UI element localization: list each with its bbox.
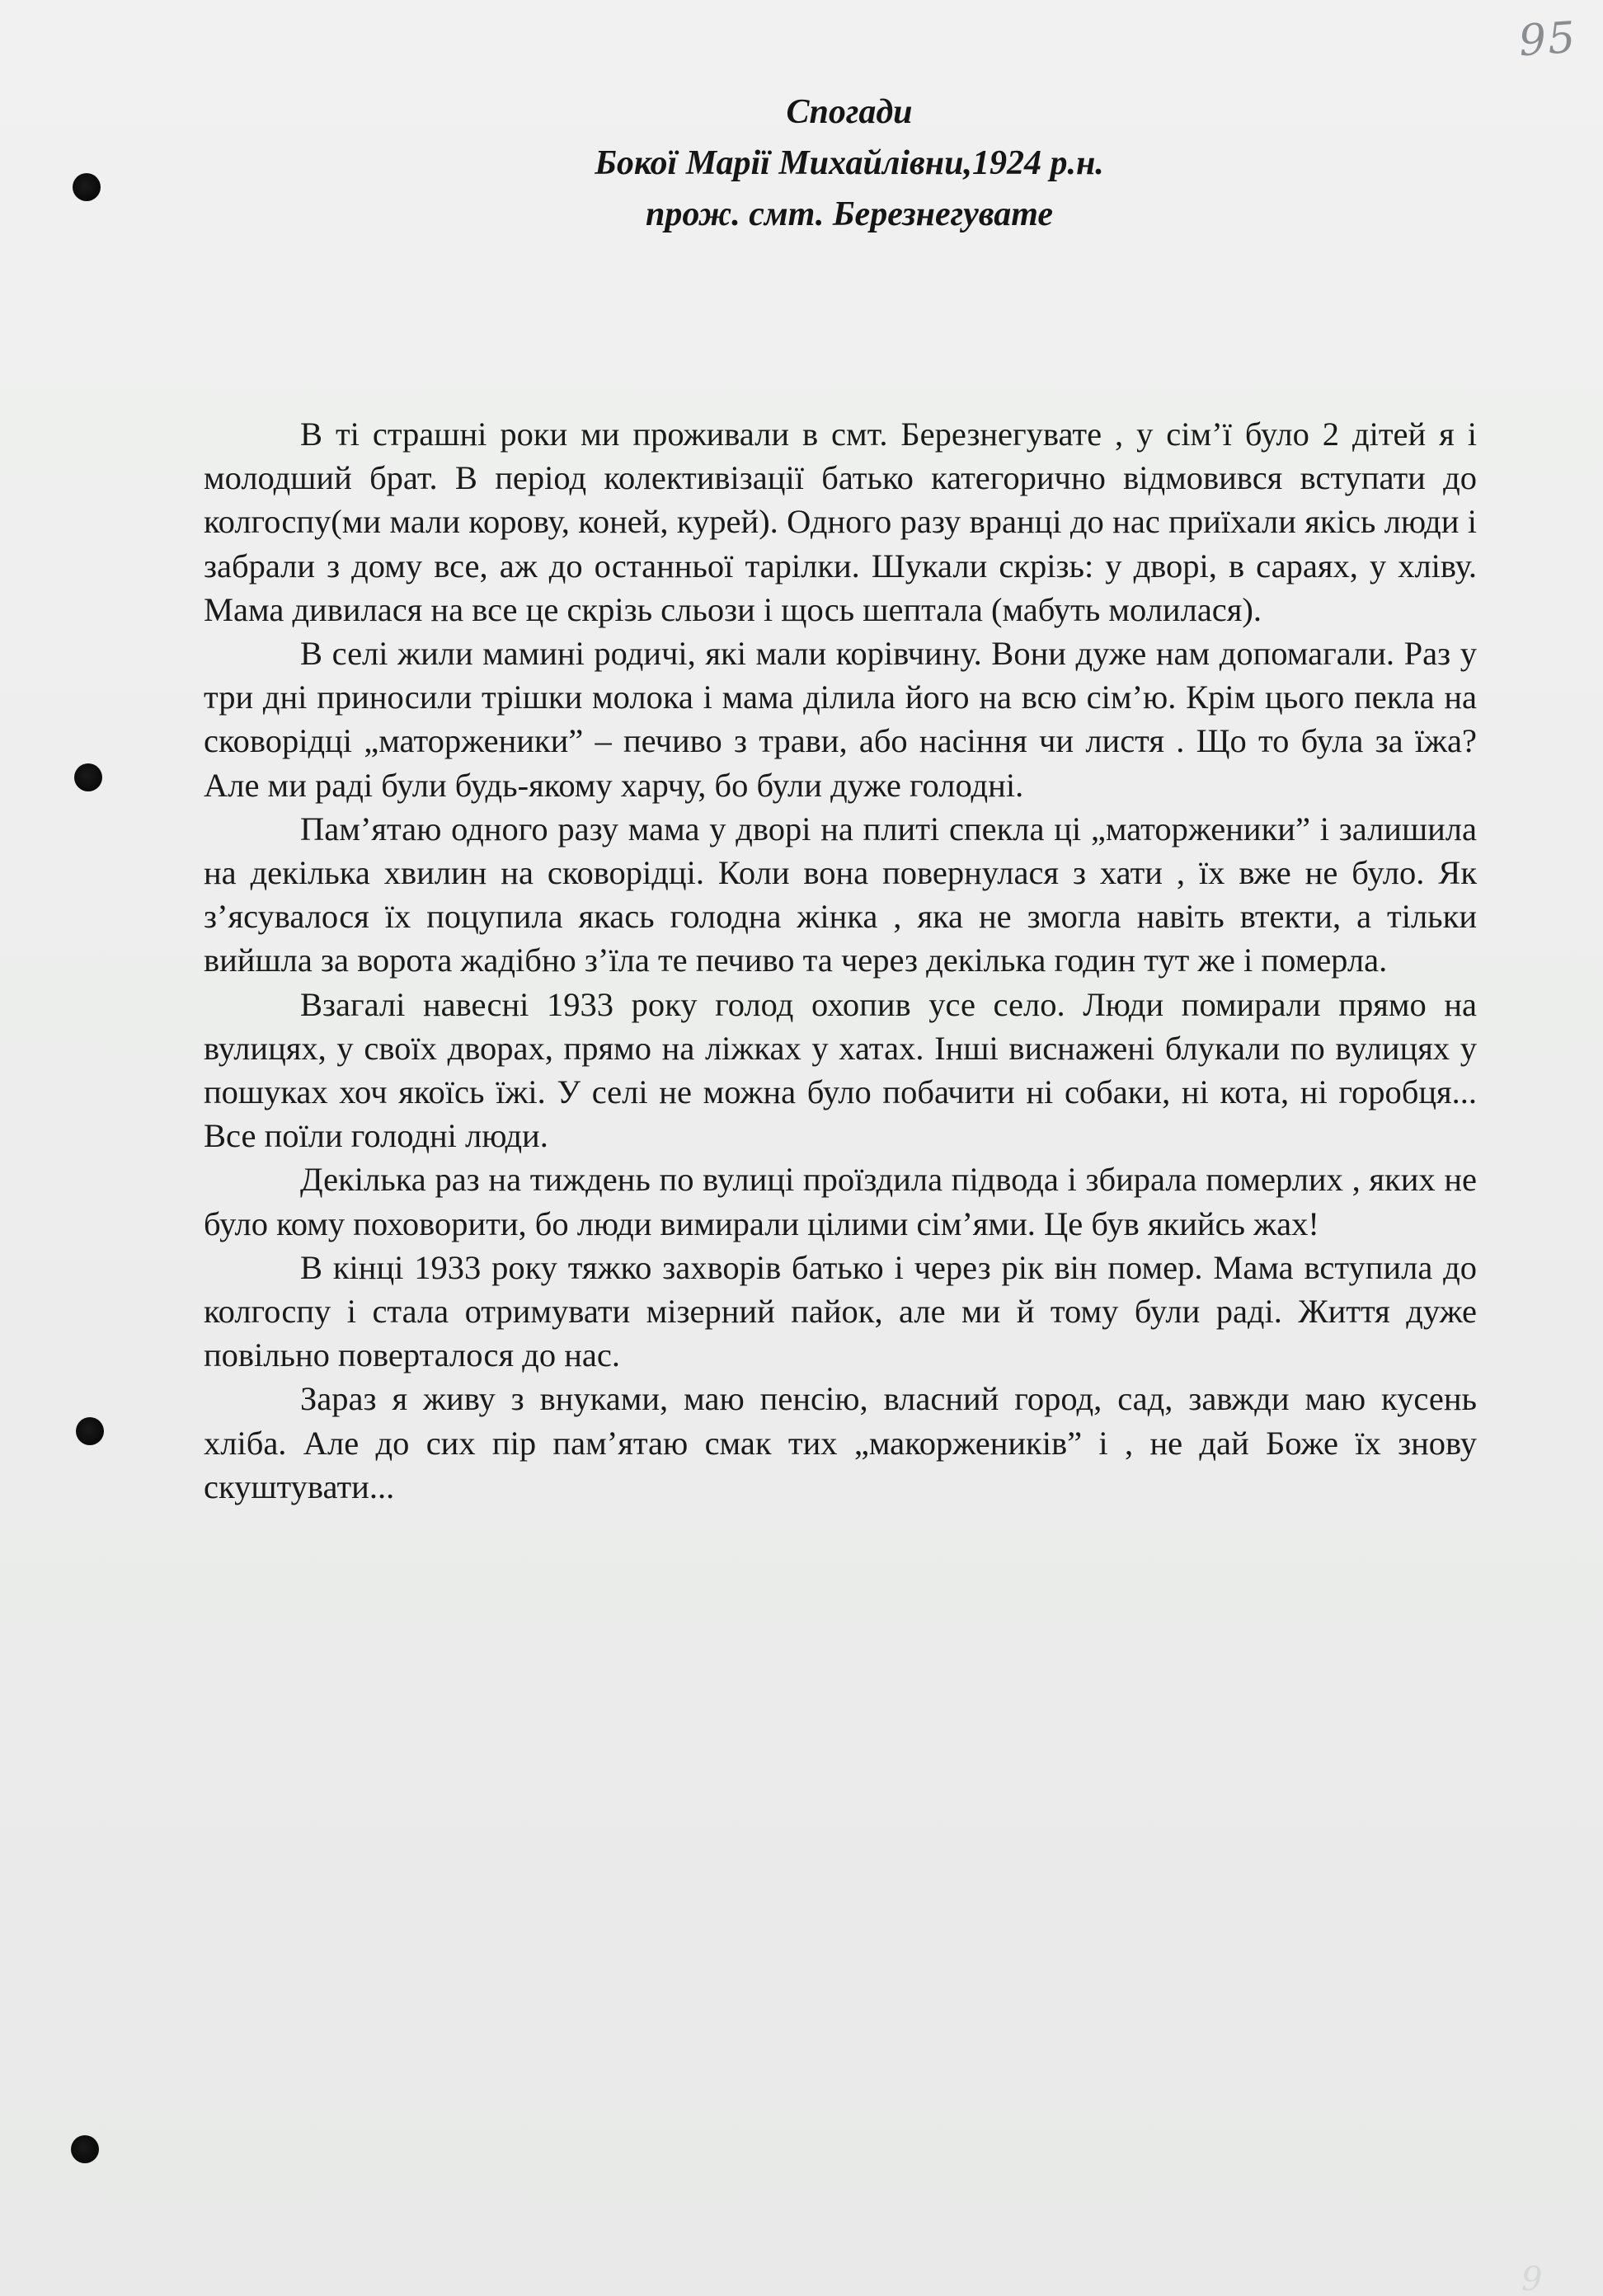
- document-title: Спогади: [786, 93, 913, 131]
- author-line: Бокої Марії Михайлівни,1924 р.н.: [595, 144, 1104, 182]
- punch-hole: [76, 1417, 104, 1445]
- punch-hole: [71, 2135, 99, 2163]
- document-header: [0, 87, 1603, 240]
- page-number: 95: [1516, 12, 1579, 67]
- paragraph: Пам’ятаю одного разу мама у дворі на плиті спекла ці „маторженики” і залишила на декілька хвилин на сковорідці. Коли вона повернулася з хати , їх вже не було. Як з’ясувалося їх поцупила якась голодна жінка , яка не змогла навіть втекти, а тільки вийшла за ворота жадібно з’їла те печиво та через декілька годин тут же і померла.: [204, 810, 1477, 979]
- paragraph: В селі жили мамині родичі, які мали корівчину. Вони дуже нам допомагали. Раз у три дні приносили трішки молока і мама ділила його на всю сім’ю. Крім цього пекла на сковорідці „маторженики” – печиво з трави, або насіння чи листя . Що то була за їжа? Але ми раді були будь-якому харчу, бо були дуже голодні.: [204, 635, 1477, 804]
- paragraph: Декілька раз на тиждень по вулиці проїздила підвода і збирала померлих , яких не було кому поховорити, бо люди вимирали цілими сім’ями. Це був якийсь жах!: [204, 1161, 1477, 1242]
- memoir-body: [204, 412, 1477, 1509]
- residence-line: прож. смт. Березнегувате: [645, 195, 1054, 233]
- paragraph: В ті страшні роки ми проживали в смт. Березнегувате , у сім’ї було 2 дітей я і молодший брат. В період колективізації батько категорично відмовився вступати до колгоспу(ми мали корову, коней, курей). Одного разу вранці до нас приїхали якісь люди і забрали з дому все, аж до останньої тарілки. Шукали скрізь: у дворі, в сараях, у хліву. Мама дивилася на все це скрізь сльози і щось шептала (мабуть молилася).: [204, 416, 1477, 628]
- paragraph: Взагалі навесні 1933 року голод охопив усе село. Люди помирали прямо на вулицях, у своїх дворах, прямо на ліжках у хатах. Інші виснажені блукали по вулицях у пошуках хоч якоїсь їжі. У селі не можна було побачити ні собаки, ні кота, ні горобця... Все поїли голодні люди.: [204, 985, 1477, 1155]
- punch-hole: [74, 763, 102, 791]
- paragraph: В кінці 1933 року тяжко захворів батько і через рік він помер. Мама вступила до колгоспу і стала отримувати мізерний пайок, але ми й тому були раді. Життя дуже повільно поверталося до нас.: [204, 1248, 1477, 1374]
- faint-page-mark: 9: [1521, 2261, 1543, 2296]
- paragraph: Зараз я живу з внуками, маю пенсію, власний город, сад, завжди маю кусень хліба. Але до сих пір пам’ятаю смак тих „макорженикiв” і , не дай Боже їх знову скуштувати...: [204, 1380, 1477, 1505]
